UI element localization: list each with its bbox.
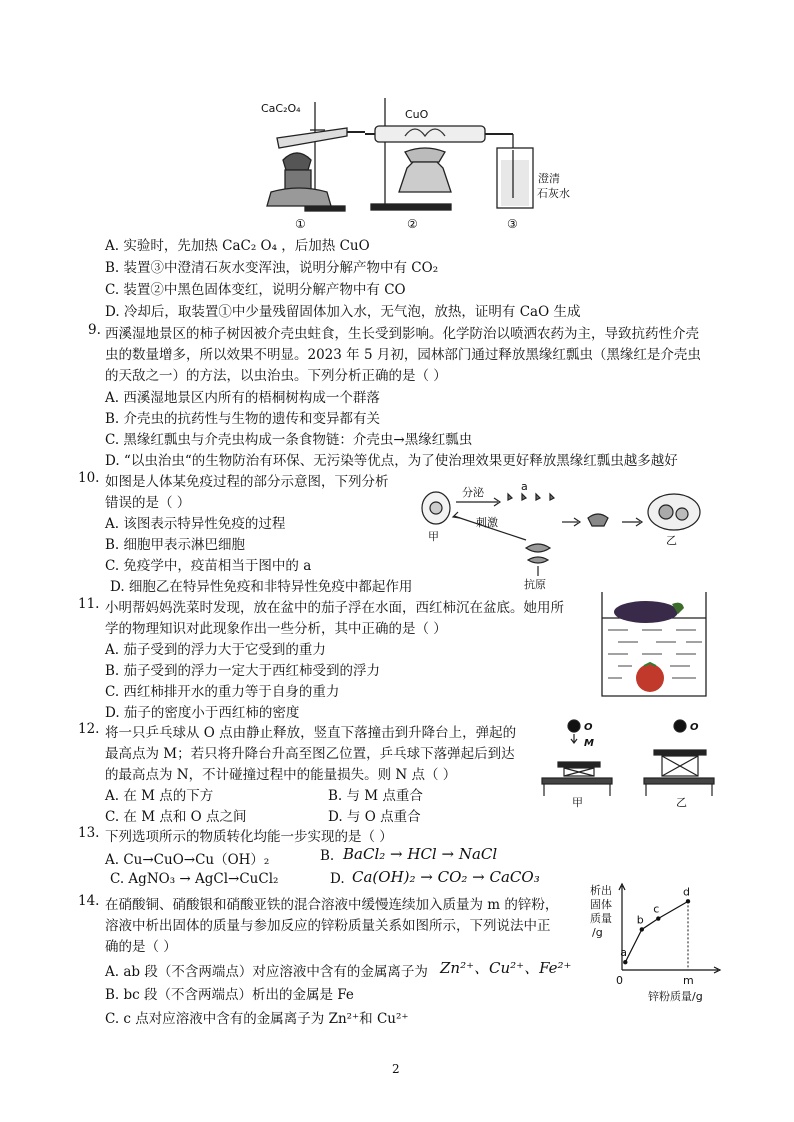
q11-option-b: B. 茄子受到的浮力一定大于西红柿受到的浮力 — [105, 663, 381, 679]
q11-option-d: D. 茄子的密度小于西红柿的密度 — [105, 705, 300, 721]
q10-number: 10. — [78, 470, 100, 486]
apparatus-2 — [365, 98, 513, 210]
q12-stem-line-3: 的最高点为 N，不计碰撞过程中的能量损失。则 N 点（ ） — [105, 767, 457, 783]
q11-stem-line-2: 学的物理知识对此现象作出一些分析，其中正确的是（ ） — [105, 621, 447, 637]
label-cuo: CuO — [405, 108, 429, 121]
graph-ylabel-4: /g — [592, 926, 603, 939]
q12-option-c: C. 在 M 点和 O 点之间 — [105, 809, 247, 825]
immune-label-yi: 乙 — [666, 534, 677, 547]
graph-label-d: d — [683, 885, 690, 899]
apparatus-1 — [267, 102, 365, 211]
graph-xlabel: 锌粉质量/g — [648, 990, 703, 1003]
pingpong-figure — [534, 716, 730, 808]
q13-stem: 下列选项所示的物质转化均能一步实现的是（ ） — [105, 829, 393, 845]
q12-option-a: A. 在 M 点的下方 — [105, 788, 214, 804]
q9-option-b: B. 介壳虫的抗药性与生物的遗传和变异都有关 — [105, 411, 381, 427]
q8-option-c: C. 装置②中黑色固体变红，说明分解产物中有 CO — [105, 282, 406, 298]
immune-figure — [418, 480, 718, 592]
q8-option-b: B. 装置③中澄清石灰水变浑浊，说明分解产物中有 CO₂ — [105, 260, 439, 276]
graph-origin: 0 — [616, 974, 623, 987]
q11-option-a: A. 茄子受到的浮力大于它受到的重力 — [105, 642, 326, 658]
q14-stem-line-1: 在硝酸铜、硝酸银和硝酸亚铁的混合溶液中缓慢连续加入质量为 m 的锌粉， — [105, 897, 559, 913]
q9-number: 9. — [88, 322, 101, 338]
graph-label-a: a — [620, 946, 628, 960]
graph-point-a — [623, 960, 627, 964]
graph-m-label: m — [683, 974, 694, 987]
pingpong-label-yi: 乙 — [676, 796, 687, 808]
q12-stem-line-1: 将一只乒乓球从 O 点由静止释放，竖直下落撞击到升降台上，弹起的 — [105, 725, 517, 741]
q13-option-d-formula: Ca(OH)₂ → CO₂ → CaCO₃ — [352, 868, 540, 886]
graph-label-c: c — [653, 902, 660, 916]
q11-number: 11. — [78, 596, 100, 612]
apparatus-3 — [497, 134, 533, 208]
q10-option-c: C. 免疫学中，疫苗相当于图中的 a — [105, 558, 312, 574]
basin-figure — [598, 590, 710, 700]
q9-stem-line-2: 虫的数量增多，所以效果不明显。2023 年 5 月初，园林部门通过释放黑缘红瓢虫（黑缘红是介壳虫 — [105, 347, 701, 363]
q12-option-b: B. 与 M 点重合 — [328, 788, 423, 804]
q13-option-c: C. AgNO₃ → AgCl→CuCl₂ — [110, 871, 279, 887]
graph-point-d — [686, 899, 690, 903]
q10-option-b: B. 细胞甲表示淋巴细胞 — [105, 537, 246, 553]
label-limewater-1: 澄清 — [538, 172, 560, 185]
q8-option-d: D. 冷却后，取装置①中少量残留固体加入水，无气泡，放热，证明有 CaO 生成 — [105, 304, 581, 320]
pingpong-label-m: M — [584, 738, 594, 749]
q10-stem-line-2: 错误的是（ ） — [105, 495, 191, 511]
q14-stem-line-3: 确的是（ ） — [105, 939, 177, 955]
q14-number: 14. — [78, 893, 100, 909]
q13-option-a: A. Cu→CuO→Cu（OH）₂ — [105, 852, 270, 868]
graph-ylabel-3: 质量 — [590, 912, 612, 925]
immune-label-antigen: 抗原 — [524, 578, 546, 591]
q14-stem-line-2: 溶液中析出固体的质量与参加反应的锌粉质量关系如图所示，下列说法中正 — [105, 918, 551, 934]
q9-option-d: D. “以虫治虫“的生物防治有环保、无污染等优点，为了使治理效果更好释放黑缘红瓢虫越多越好 — [105, 453, 678, 469]
immune-label-stimulate: 刺激 — [476, 516, 498, 529]
graph-point-b — [640, 927, 644, 931]
pingpong-label-o-1: O — [584, 722, 593, 733]
app-num-2: ② — [407, 217, 418, 231]
app-num-3: ③ — [507, 217, 518, 231]
q11-stem-line-1: 小明帮妈妈洗菜时发现，放在盆中的茄子浮在水面，西红柿沉在盆底。她用所 — [105, 600, 564, 616]
q9-option-a: A. 西溪湿地景区内所有的梧桐树构成一个群落 — [105, 390, 380, 406]
q9-stem-line-3: 的天敌之一）的方法，以虫治虫。下列分析正确的是（ ） — [105, 368, 447, 384]
label-cac2o4: CaC₂O₄ — [261, 102, 301, 115]
q8-option-a: A. 实验时，先加热 CaC₂ O₄ ，后加热 CuO — [105, 238, 370, 254]
pingpong-label-jia: 甲 — [572, 796, 583, 808]
q14-option-a-ions: Zn²⁺、Cu²⁺、Fe²⁺ — [440, 959, 572, 977]
immune-label-a: a — [521, 480, 528, 493]
q12-stem-line-2: 最高点为 M；若只将升降台升高至图乙位置，乒乓球下落弹起后到达 — [105, 746, 515, 762]
graph-ylabel-1: 析出 — [590, 884, 612, 897]
q11-option-c: C. 西红柿排开水的重力等于自身的重力 — [105, 684, 340, 700]
zinc-mass-graph — [586, 880, 726, 1004]
eggplant — [614, 601, 678, 623]
page-number: 2 — [392, 1062, 400, 1076]
q14-option-c: C. c 点对应溶液中含有的金属离子为 Zn²⁺和 Cu²⁺ — [105, 1011, 409, 1027]
q12-option-d: D. 与 O 点重合 — [328, 809, 421, 825]
graph-point-c — [656, 916, 660, 920]
tomato — [636, 664, 664, 692]
app-num-1: ① — [295, 217, 306, 231]
apparatus-figure — [255, 90, 575, 232]
q9-option-c: C. 黑缘红瓢虫与介壳虫构成一条食物链：介壳虫→黑缘红瓢虫 — [105, 432, 473, 448]
graph-ylabel-2: 固体 — [590, 898, 612, 911]
q9-stem-line-1: 西溪湿地景区的柿子树因被介壳虫蛀食，生长受到影响。化学防治以喷洒农药为主，导致抗药性介壳 — [105, 326, 699, 342]
q14-option-a-prefix: A. ab 段（不含两端点）对应溶液中含有的金属离子为 — [105, 964, 428, 980]
q13-number: 13. — [78, 825, 100, 841]
q10-option-d: D. 细胞乙在特异性免疫和非特异性免疫中都起作用 — [110, 579, 413, 595]
immune-label-secrete: 分泌 — [462, 486, 484, 499]
q13-option-b-prefix: B. — [320, 848, 335, 864]
pingpong-label-o-2: O — [690, 722, 699, 733]
q10-stem-line-1: 如图是人体某免疫过程的部分示意图，下列分析 — [105, 474, 389, 490]
graph-label-b: b — [636, 913, 644, 927]
q10-option-a: A. 该图表示特异性免疫的过程 — [105, 516, 286, 532]
q14-option-b: B. bc 段（不含两端点）析出的金属是 Fe — [105, 987, 354, 1003]
immune-label-jia: 甲 — [428, 530, 439, 543]
q12-number: 12. — [78, 721, 100, 737]
q13-option-b-formula: BaCl₂ → HCl → NaCl — [343, 845, 498, 863]
label-limewater-2: 石灰水 — [537, 187, 570, 200]
q13-option-d-prefix: D. — [330, 871, 345, 887]
